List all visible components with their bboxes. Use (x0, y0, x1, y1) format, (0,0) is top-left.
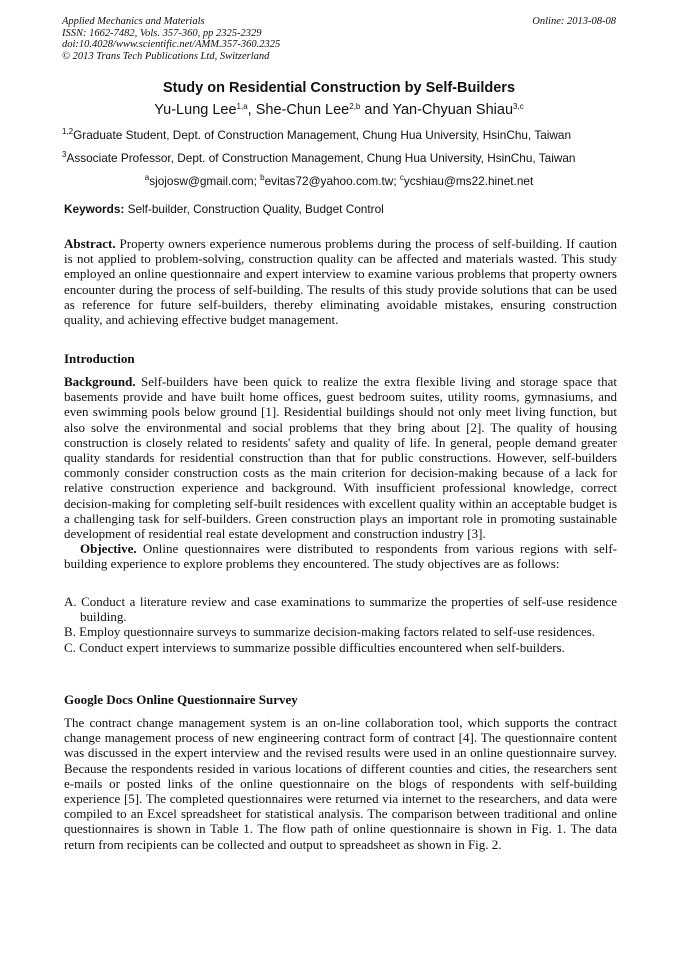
email-sup: c (399, 173, 404, 182)
list-item: A. Conduct a literature review and case examinations to summarize the properties of self-use residence building. (64, 594, 617, 625)
objective-label: Objective. (80, 541, 137, 557)
online-date: Online: 2013-08-08 (532, 16, 616, 27)
objectives-list (64, 594, 617, 655)
author-separator: , (247, 102, 256, 118)
list-item: B. Employ questionnaire surveys to summarize decision-making factors related to self-use residences. (64, 624, 596, 640)
affiliation-sup: 1,2 (62, 127, 74, 136)
author-name: She-Chun Lee (255, 102, 350, 118)
copyright: © 2013 Trans Tech Publications Ltd, Switzerland (62, 50, 270, 62)
keywords-label: Keywords: (64, 202, 125, 216)
affiliation-text: Associate Professor, Dept. of Construction Management, Chung Hua University, HsinChu, Taiwan (66, 151, 576, 165)
introduction-body (64, 374, 617, 572)
objective-text: Online questionnaires were distributed to respondents from various regions with self-building experience to explore problems they encountered. The study objectives are as follows: (64, 541, 617, 572)
background-text: Self-builders have been quick to realize the extra flexible living and storage space that basements provide and have built home offices, guest bedroom suites, utility rooms, gymnasiums, and even swimming pools below ground [1]. Residential buildings should not only meet living function, but also solve the environmental and social problems that they bring about [2]. The quality of housing construction is closely related to residents' safety and quality of life. In general, people demand greater quality standards for residential construction than that for public constructions. However, self-builders commonly consider construction costs as the main criterion for decision-making because of a lack for relative construction experience and background. With insufficient professional knowledge, correct decision-making for completing self-built residences with excellent quality within an acceptable budget is a challenging task for self-builders. Green construction plays an important role in promoting sustainable development of residential real estate development and construction industry [3]. (64, 374, 617, 542)
background-label: Background. (64, 374, 136, 389)
affiliation-text: Graduate Student, Dept. of Construction Management, Chung Hua University, HsinChu, Taiwan (73, 128, 572, 142)
email-address[interactable]: ycshiau@ms22.hinet.net (403, 174, 534, 188)
author-sup: 2,b (349, 102, 361, 111)
email-address[interactable]: sjojosw@gmail.com; (149, 174, 261, 188)
survey-text: The contract change management system is an on-line collaboration tool, which supports the contract change management process of new engineering contract form of contract [4]. The questionnaire content was discussed in the expert interview and the revised results were used in an online questionnaire survey. Because the respondents resided in various locations of different counties and cities, the researchers sent e-mails or posted links of the online questionnaire on the blogs of respondents with self-building experience [5]. The completed questionnaires were returned via internet to the researchers, and data were compiled to an Excel spreadsheet for statistical analysis. The comparison between traditional and online questionnaires is shown in Table 1. The flow path of online questionnaire is shown in Fig. 1. The data return from recipients can be collected and output to spreadsheet as shown in Fig. 2. (64, 715, 617, 852)
author-name: Yan-Chyuan Shiau (392, 102, 514, 118)
issn: ISSN: 1662-7482, Vols. 357-360, pp 2325-2329 (62, 27, 262, 39)
email-address[interactable]: evitas72@yahoo.com.tw; (264, 174, 400, 188)
author-list (0, 102, 678, 118)
affiliation (62, 151, 622, 165)
email-line (0, 174, 678, 188)
introduction-heading: Introduction (64, 351, 135, 366)
survey-heading: Google Docs Online Questionnaire Survey (64, 692, 298, 707)
author-name: Yu-Lung Lee (154, 102, 237, 118)
keywords-text: Self-builder, Construction Quality, Budget Control (124, 202, 384, 216)
email-sup: b (260, 173, 265, 182)
abstract (64, 236, 617, 327)
journal-header (62, 16, 616, 62)
abstract-label: Abstract. (64, 236, 116, 251)
keywords (64, 202, 384, 216)
survey-body (64, 715, 617, 852)
affiliation (62, 128, 622, 142)
author-sup: 1,a (236, 102, 248, 111)
journal-name: Applied Mechanics and Materials (62, 16, 205, 27)
doi: doi:10.4028/www.scientific.net/AMM.357-360.2325 (62, 39, 281, 50)
author-conjunction: and (360, 102, 393, 118)
paper-title: Study on Residential Construction by Self-Builders (162, 80, 516, 96)
abstract-text: Property owners experience numerous problems during the process of self-building. If caution is not applied to problem-solving, construction quality can be affected and materials wasted. This study employed an online questionnaire and expert interview to examine various problems that property owners encounter during the process of self-building. The results of this study provide solutions that can be used as reference for future self-builders, thereby eliminating avoidable mistakes, ensuring construction quality, and achieving effective budget management. (64, 236, 617, 328)
list-item: C. Conduct expert interviews to summarize possible difficulties encountered when self-builders. (64, 639, 565, 655)
email-sup: a (144, 173, 150, 182)
affiliation-sup: 3 (62, 150, 67, 159)
author-sup: 3,c (513, 102, 524, 111)
